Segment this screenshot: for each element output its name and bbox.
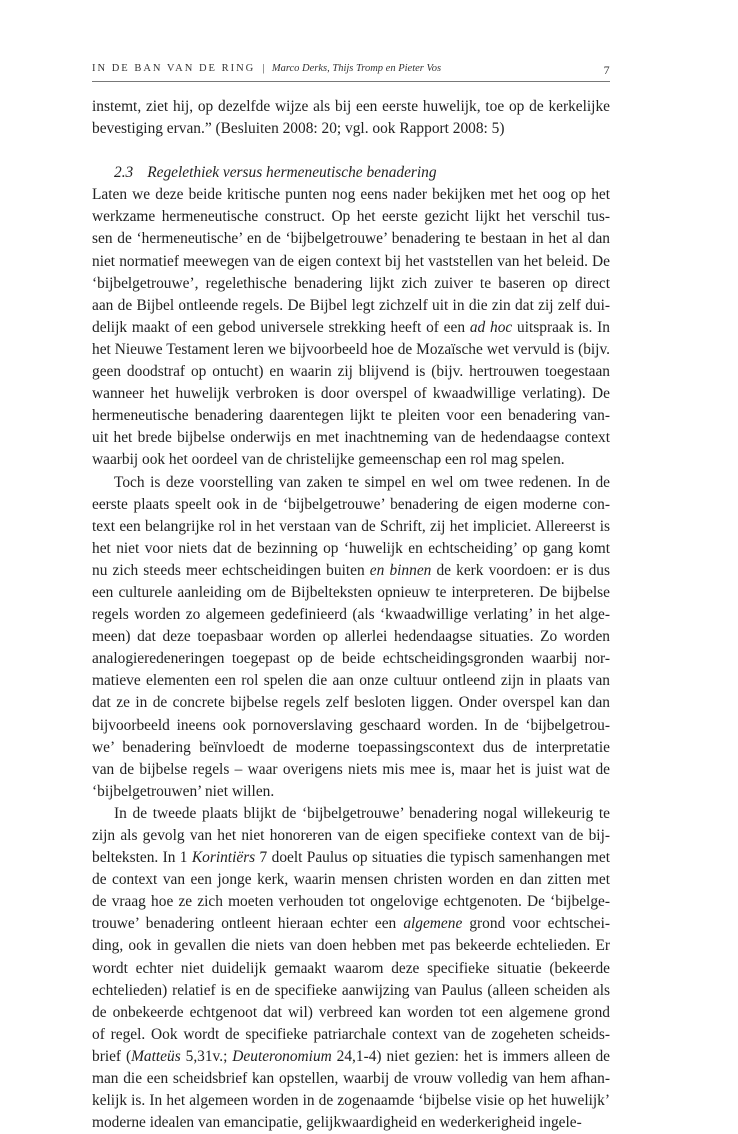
text-line: niet normatief meewegen van de eigen context bij het vaststellen van het beleid. De [92, 252, 610, 270]
section-number: 2.3 [114, 164, 134, 182]
text-line: van de bijbelse regels – waar overigens niets mis mee is, maar het is juist wat de [92, 760, 610, 778]
text-line: analogieredeneringen toegepast op de beide echtscheidingsgronden waarbij nor- [92, 650, 610, 668]
emphasis: en binnen [369, 561, 432, 579]
text-line: de onbekeerde echtgenoot dat wil) verbreed kan worden tot een algemene grond [92, 1003, 610, 1021]
emphasis: Matteüs [131, 1047, 181, 1065]
text-line: nu zich steeds meer echtscheidingen buiten en binnen de kerk voordoen: er is dus [92, 561, 610, 579]
text-line: Laten we deze beide kritische punten nog eens nader bekijken met het oog op het [92, 186, 610, 204]
header-rule [92, 81, 610, 82]
text-line: matieve elementen een rol spelen die aan onze cultuur ontleend zijn in plaats van [92, 672, 610, 690]
text-line: werkzame hermeneutische construct. Op het eerste gezicht lijkt het verschil tus- [92, 208, 610, 226]
header-separator: | [262, 63, 265, 74]
text-line: regels worden zo algemeen gedefinieerd (als ‘kwaadwillige verlating’ in het alge- [92, 606, 610, 624]
text-line: een culturele aanleiding om de Bijbelteksten opnieuw te interpreteren. De bijbelse [92, 583, 610, 601]
paragraph-1 [92, 184, 610, 471]
header-authors: Marco Derks, Thijs Tromp en Pieter Vos [271, 63, 442, 74]
text-line: de vraag hoe ze zich moeten verhouden tot ongelovige echtgenoten. De ‘bijbelge- [92, 893, 610, 911]
emphasis: ad hoc [469, 318, 513, 336]
text-line: geen doodstraf op ontucht) en waarin zij blijvend is (bijv. hertrouwen toegestaan [92, 363, 610, 381]
text-line: het Nieuwe Testament leren we bijvoorbeeld hoe de Mozaïsche wet vervuld is (bijv. [92, 340, 610, 358]
text-line: zijn als gevolg van het niet honoreren van de eigen specifieke context van de bij- [92, 827, 610, 844]
emphasis: Deuteronomium [232, 1047, 332, 1065]
paragraph-3 [92, 803, 610, 1134]
text-line: text een belangrijke rol in het verstaan van de Schrift, zij het impliciet. Allereerst is [92, 517, 610, 535]
emphasis: algemene [403, 915, 463, 933]
text-line: hermeneutische benadering daarentegen lijkt te pleiten voor een benadering van- [92, 407, 610, 425]
running-title: IN DE BAN VAN DE RING [92, 63, 256, 74]
text-line: wordt echter niet duidelijk gemaakt waarom deze specifieke situatie (bekeerde [92, 959, 610, 977]
text-line: aan de Bijbel ontleende regels. De Bijbel legt zichzelf uit in die zin dat zij zelf dui- [92, 296, 610, 314]
text-line: waarbij ook het oordeel van de christelijke gemeenschap een rol mag spelen. [92, 451, 565, 469]
text-line: dat ze in de concrete bijbelse regels zelf besloten liggen. Onder overspel kan dan [92, 694, 610, 712]
text-line: ‘bijbelgetrouwe’, regelethische benadering lijkt zich zuiver te baseren op direct [92, 274, 610, 292]
text-line: delijk maakt of een gebod universele strekking heeft of een ad hoc uitspraak is. In [92, 318, 610, 336]
quote-ending [92, 96, 610, 140]
text-line: we’ benadering beïnvloedt de moderne toepassingscontext dus de interpretatie [92, 738, 610, 756]
section-heading [92, 162, 610, 184]
text-line: instemt, ziet hij, op dezelfde wijze als bij een eerste huwelijk, toe op de kerkelijke [92, 98, 610, 115]
text-line: eerste plaats speelt ook in de ‘bijbelgetrouwe’ benadering de eigen moderne con- [92, 495, 610, 513]
text-line: brief (Matteüs 5,31v.; Deuteronomium 24,1-4) niet gezien: het is immers alleen de [92, 1047, 610, 1065]
paragraph-2 [92, 472, 610, 803]
text-line: man die een scheidsbrief kan opstellen, waarbij de vrouw volledig van hem afhan- [92, 1070, 610, 1088]
text-line: moderne idealen van emancipatie, gelijkwaardigheid en wederkerigheid ingele- [92, 1114, 582, 1132]
page-number: 7 [603, 63, 610, 77]
section-title: Regelethiek versus hermeneutische benadering [147, 164, 437, 182]
text-line: wanneer het huwelijk verbroken is door overspel of kwaadwillige verlating). De [92, 385, 610, 403]
text-line: kelijk is. In het algemeen worden in de zogenaamde ‘bijbelse visie op het huwelijk’ [92, 1092, 610, 1110]
text-line: bevestiging ervan.” (Besluiten 2008: 20; vgl. ook Rapport 2008: 5) [92, 120, 505, 138]
text-line: echtelieden) relatief is en de specifieke aanwijzing van Paulus (alleen scheiden als [92, 981, 610, 999]
running-header [92, 63, 610, 81]
text-line: ‘bijbelgetrouwen’ niet willen. [92, 782, 275, 800]
text-line: of regel. Ook wordt de specifieke patriarchale context van de zogeheten scheids- [92, 1025, 610, 1043]
text-line: Toch is deze voorstelling van zaken te simpel en wel om twee redenen. In de [114, 473, 610, 491]
emphasis: Korintiërs [191, 849, 256, 867]
text-line: meen) dat deze toepasbaar worden op allerlei hedendaagse situaties. Zo worden [92, 628, 610, 646]
text-line: sen de ‘hermeneutische’ en de ‘bijbelgetrouwe’ benadering te bestaan in het al dan [92, 230, 610, 248]
text-line: uit het brede bijbelse onderwijs en met inachtneming van de hedendaagse context [92, 429, 610, 447]
text-line: trouwe’ benadering ontleent hieraan echter een algemene grond voor echtschei- [92, 915, 610, 933]
text-line: belteksten. In 1 Korintiërs 7 doelt Paulus op situaties die typisch samenhangen met [92, 849, 610, 867]
text-line: bijvoorbeeld ineens ook pornoverslaving geschaard worden. In de ‘bijbelgetrou- [92, 716, 610, 734]
text-line: de context van een jonge kerk, waarin mensen christen worden en dan zitten met [92, 871, 610, 889]
text-line: het niet voor niets dat de bezinning op ‘huwelijk en echtscheiding’ op gang komt [92, 539, 610, 557]
text-line: ding, ook in gevallen die niets van doen hebben met pas bekeerde echtelieden. Er [92, 937, 610, 955]
page-body [92, 96, 610, 1134]
text-line: In de tweede plaats blijkt de ‘bijbelgetrouwe’ benadering nogal willekeurig te [114, 804, 610, 822]
